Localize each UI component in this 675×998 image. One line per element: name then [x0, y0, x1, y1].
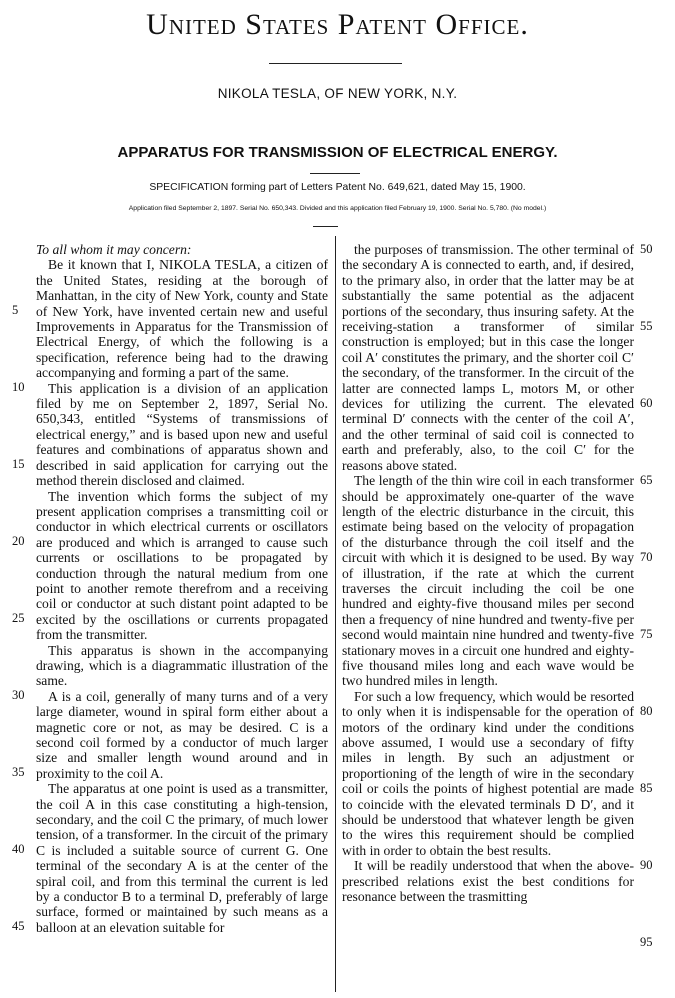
left-column [36, 242, 328, 994]
line-number: 25 [12, 611, 25, 625]
line-number: 60 [640, 396, 653, 410]
paragraph: This application is a division of an application filed by me on September 2, 1897, Serial No. 650,343, entitled “Systems of transmissions of electrical energy,” and is based upon new and useful features and combinations of apparatus shown and described in said application for carrying out the method therein disclosed and claimed. [36, 380, 328, 489]
line-number: 5 [12, 303, 19, 317]
line-number: 30 [12, 688, 25, 702]
line-number: 55 [640, 319, 653, 333]
line-number: 35 [12, 765, 25, 779]
line-number: 20 [12, 534, 25, 548]
line-number: 75 [640, 627, 653, 641]
paragraph: This apparatus is shown in the accompanying drawing, which is a diagrammatic illustration of the same. [36, 642, 328, 689]
line-number: 15 [12, 457, 25, 471]
paragraph: Be it known that I, NIKOLA TESLA, a citizen of the United States, residing at the borough of Manhattan, in the city of New York, county and State of New York, have invented certain new and useful Improvements in Apparatus for the Transmission of Electrical Energy, of which the following is a specification, reference being had to the drawing accompanying and forming a part of the same. [36, 257, 328, 381]
paragraph: the purposes of transmission. The other terminal of the secondary A is connected to earth, and, if desired, to the primary also, in order that the latter may be at substantially the same potential as the adjacent portions of the secondary, thus insuring safety. At the receiving-station a transformer of similar construction is employed; but in this case the longer coil A′ constitutes the primary, and the shorter coil C′ the secondary, of the transformer. In the circuit of the latter are connected lamps L, motors M, or other devices for utilizing the current. The elevated terminal D′ connects with the center of the coil A′, and the other terminal of said coil is connected to earth and preferably, also, to the coil C′ for the reasons above stated. [342, 242, 634, 473]
header-rule [269, 63, 402, 64]
line-number: 70 [640, 550, 653, 564]
line-number: 50 [640, 242, 653, 256]
filing-line: Application filed September 2, 1897. Serial No. 650,343. Divided and this application filed February 19, 1900. Serial No. 5,780. (No model.) [128, 205, 547, 212]
line-number: 90 [640, 858, 653, 872]
line-number: 95 [640, 935, 653, 949]
inventor-line: NIKOLA TESLA, OF NEW YORK, N.Y. [217, 86, 458, 101]
salutation: To all whom it may concern: [36, 242, 192, 257]
title-rule [310, 173, 360, 174]
line-number: 10 [12, 380, 25, 394]
office-title: United States Patent Office. [146, 8, 529, 41]
column-divider [335, 236, 336, 992]
line-number: 45 [12, 919, 25, 933]
line-number: 40 [12, 842, 25, 856]
right-column [342, 242, 634, 994]
paragraph: For such a low frequency, which would be resorted to only when it is indispensable for the operation of motors of the ordinary kind under the conditions above assumed, I would use a secondary of fifty miles in length. By such an adjustment or proportioning of the length of wire in the secondary coil or coils the points of highest potential are made to coincide with the elevated terminals D D′, and it should be understood that whatever length be given to the wires this requirement should be complied with in order to obtain the best results. [342, 688, 634, 858]
line-number: 65 [640, 473, 653, 487]
specification-line: SPECIFICATION forming part of Letters Patent No. 649,621, dated May 15, 1900. [149, 182, 526, 193]
paragraph: The length of the thin wire coil in each transformer should be approximately one-quarter of the wave length of the electric disturbance in the circuit, this estimate being based on the velocity of propagation of the disturbance through the coil itself and the circuit with which it is designed to be used. By way of illustration, if the rate at which the current traverses the circuit including the coil be one hundred and eighty-five thousand miles per second then a frequency of nine hundred and twenty-five per second would maintain nine hundred and twenty-five stationary moves in a circuit one hundred and eighty-five thousand miles long and each wave would be two hundred miles in length. [342, 473, 634, 689]
line-number: 80 [640, 704, 653, 718]
paragraph: The invention which forms the subject of my present application comprises a transmitting coil or conductor in which electrical currents or oscillators are produced and which is arranged to cause such currents or oscillations to be propagated by conduction through the natural medium from one point to another remote therefrom and a receiving coil or conductor at such distant point adapted to be excited by the oscillations or currents propagated from the transmitter. [36, 488, 328, 643]
body-rule [313, 226, 338, 227]
paragraph: It will be readily understood that when the above-prescribed relations exist the best conditions for resonance between the trasmitting [342, 858, 634, 905]
paragraph: A is a coil, generally of many turns and of a very large diameter, wound in spiral form either about a magnetic core or not, as may be desired. C is a second coil formed by a conductor of much larger size and smaller length wound around and in proximity to the coil A. [36, 688, 328, 781]
line-number: 85 [640, 781, 653, 795]
patent-title: APPARATUS FOR TRANSMISSION OF ELECTRICAL ENERGY. [117, 144, 558, 161]
paragraph: The apparatus at one point is used as a transmitter, the coil A in this case constituting a high-tension, secondary, and the coil C the primary, of much lower tension, of a transformer. In the circuit of the primary C is included a suitable source of current G. One terminal of the secondary A is at the center of the spiral coil, and from this terminal the current is led by a conductor B to a terminal D, preferably of large surface, formed or maintained by such means as a balloon at an elevation suitable for [36, 781, 328, 935]
